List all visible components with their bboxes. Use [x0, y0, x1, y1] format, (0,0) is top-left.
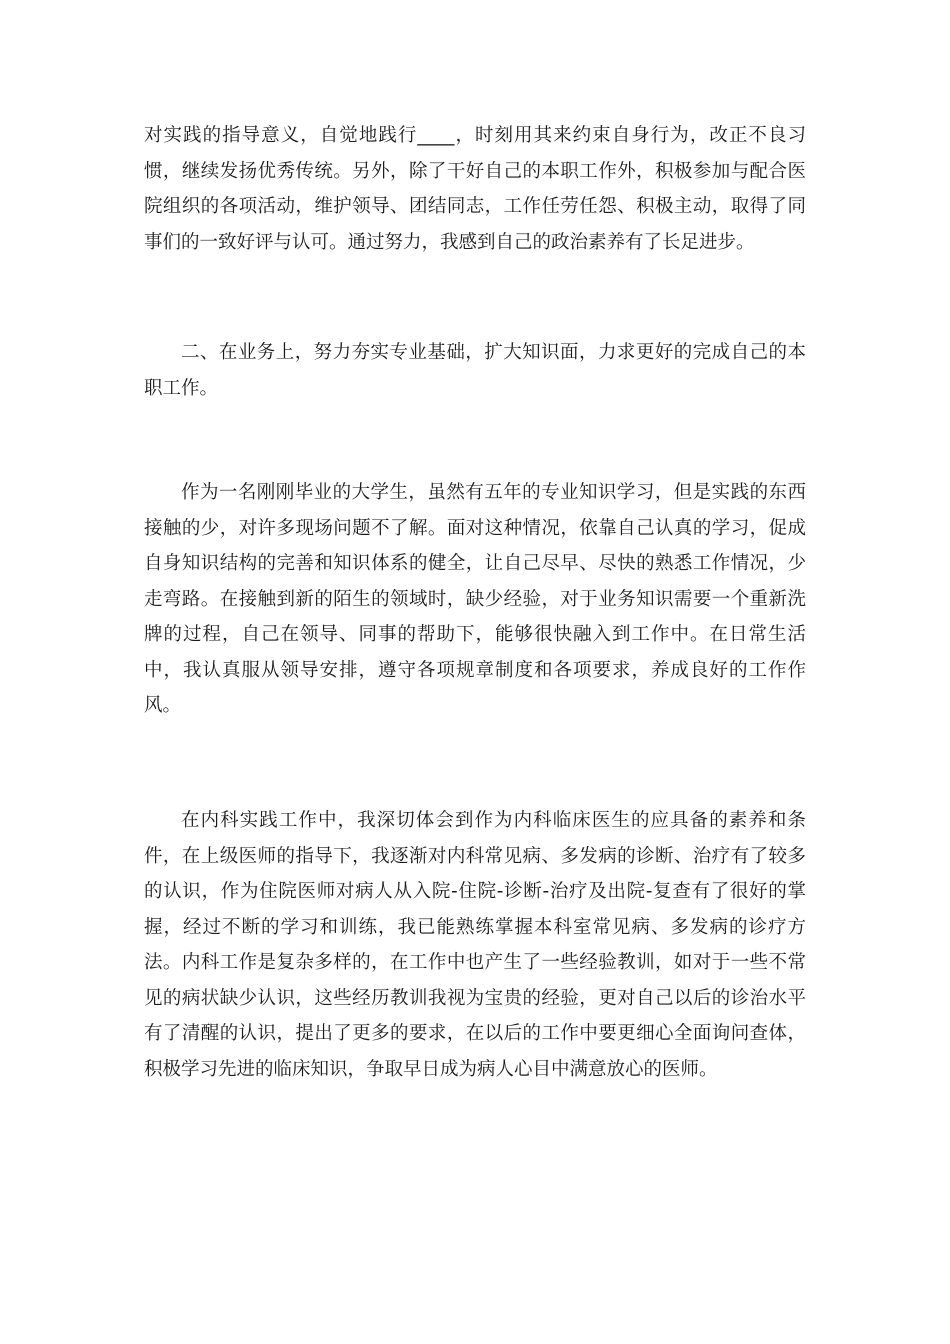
section-heading-professional-work: 二、在业务上，努力夯实专业基础，扩大知识面，力求更好的完成自己的本职工作。 [144, 342, 806, 399]
paragraph-new-graduate-learning: 作为一名刚刚毕业的大学生，虽然有五年的专业知识学习，但是实践的东西接触的少，对许多现场问题不了解。面对这种情况，依靠自己认真的学习，促成自身知识结构的完善和知识体系的健全，让自己尽早、尽快的熟悉工作情况，少走弯路。在接触到新的陌生的领域时，缺少经验，对于业务知识需要一个重新洗牌的过程，自己在领导、同事的帮助下，能够很快融入到工作中。在日常生活中，我认真服从领导安排，遵守各项规章制度和各项要求，养成良好的工作作风。 [144, 482, 806, 716]
paragraph-political-conduct: 对实践的指导意义，自觉地践行____，时刻用其来约束自身行为，改正不良习惯，继续发扬优秀传统。另外，除了干好自己的本职工作外，积极参加与配合医院组织的各项活动，维护领导、团结同志，工作任劳任怨、积极主动，取得了同事们的一致好评与认可。通过努力，我感到自己的政治素养有了长足进步。 [144, 125, 806, 253]
paragraph-internal-medicine-practice: 在内科实践工作中，我深切体会到作为内科临床医生的应具备的素养和条件，在上级医师的指导下，我逐渐对内科常见病、多发病的诊断、治疗有了较多的认识，作为住院医师对病人从入院-住院-诊断-治疗及出院-复查有了很好的掌握，经过不断的学习和训练，我已能熟练掌握本科室常见病、多发病的诊疗方法。内科工作是复杂多样的，在工作中也产生了一些经验教训，如对于一些不常见的病状缺少认识，这些经历教训我视为宝贵的经验，更对自己以后的诊治水平有了清醒的认识，提出了更多的要求，在以后的工作中要更细心全面询问查体，积极学习先进的临床知识，争取早日成为病人心目中满意放心的医师。 [144, 810, 806, 1080]
